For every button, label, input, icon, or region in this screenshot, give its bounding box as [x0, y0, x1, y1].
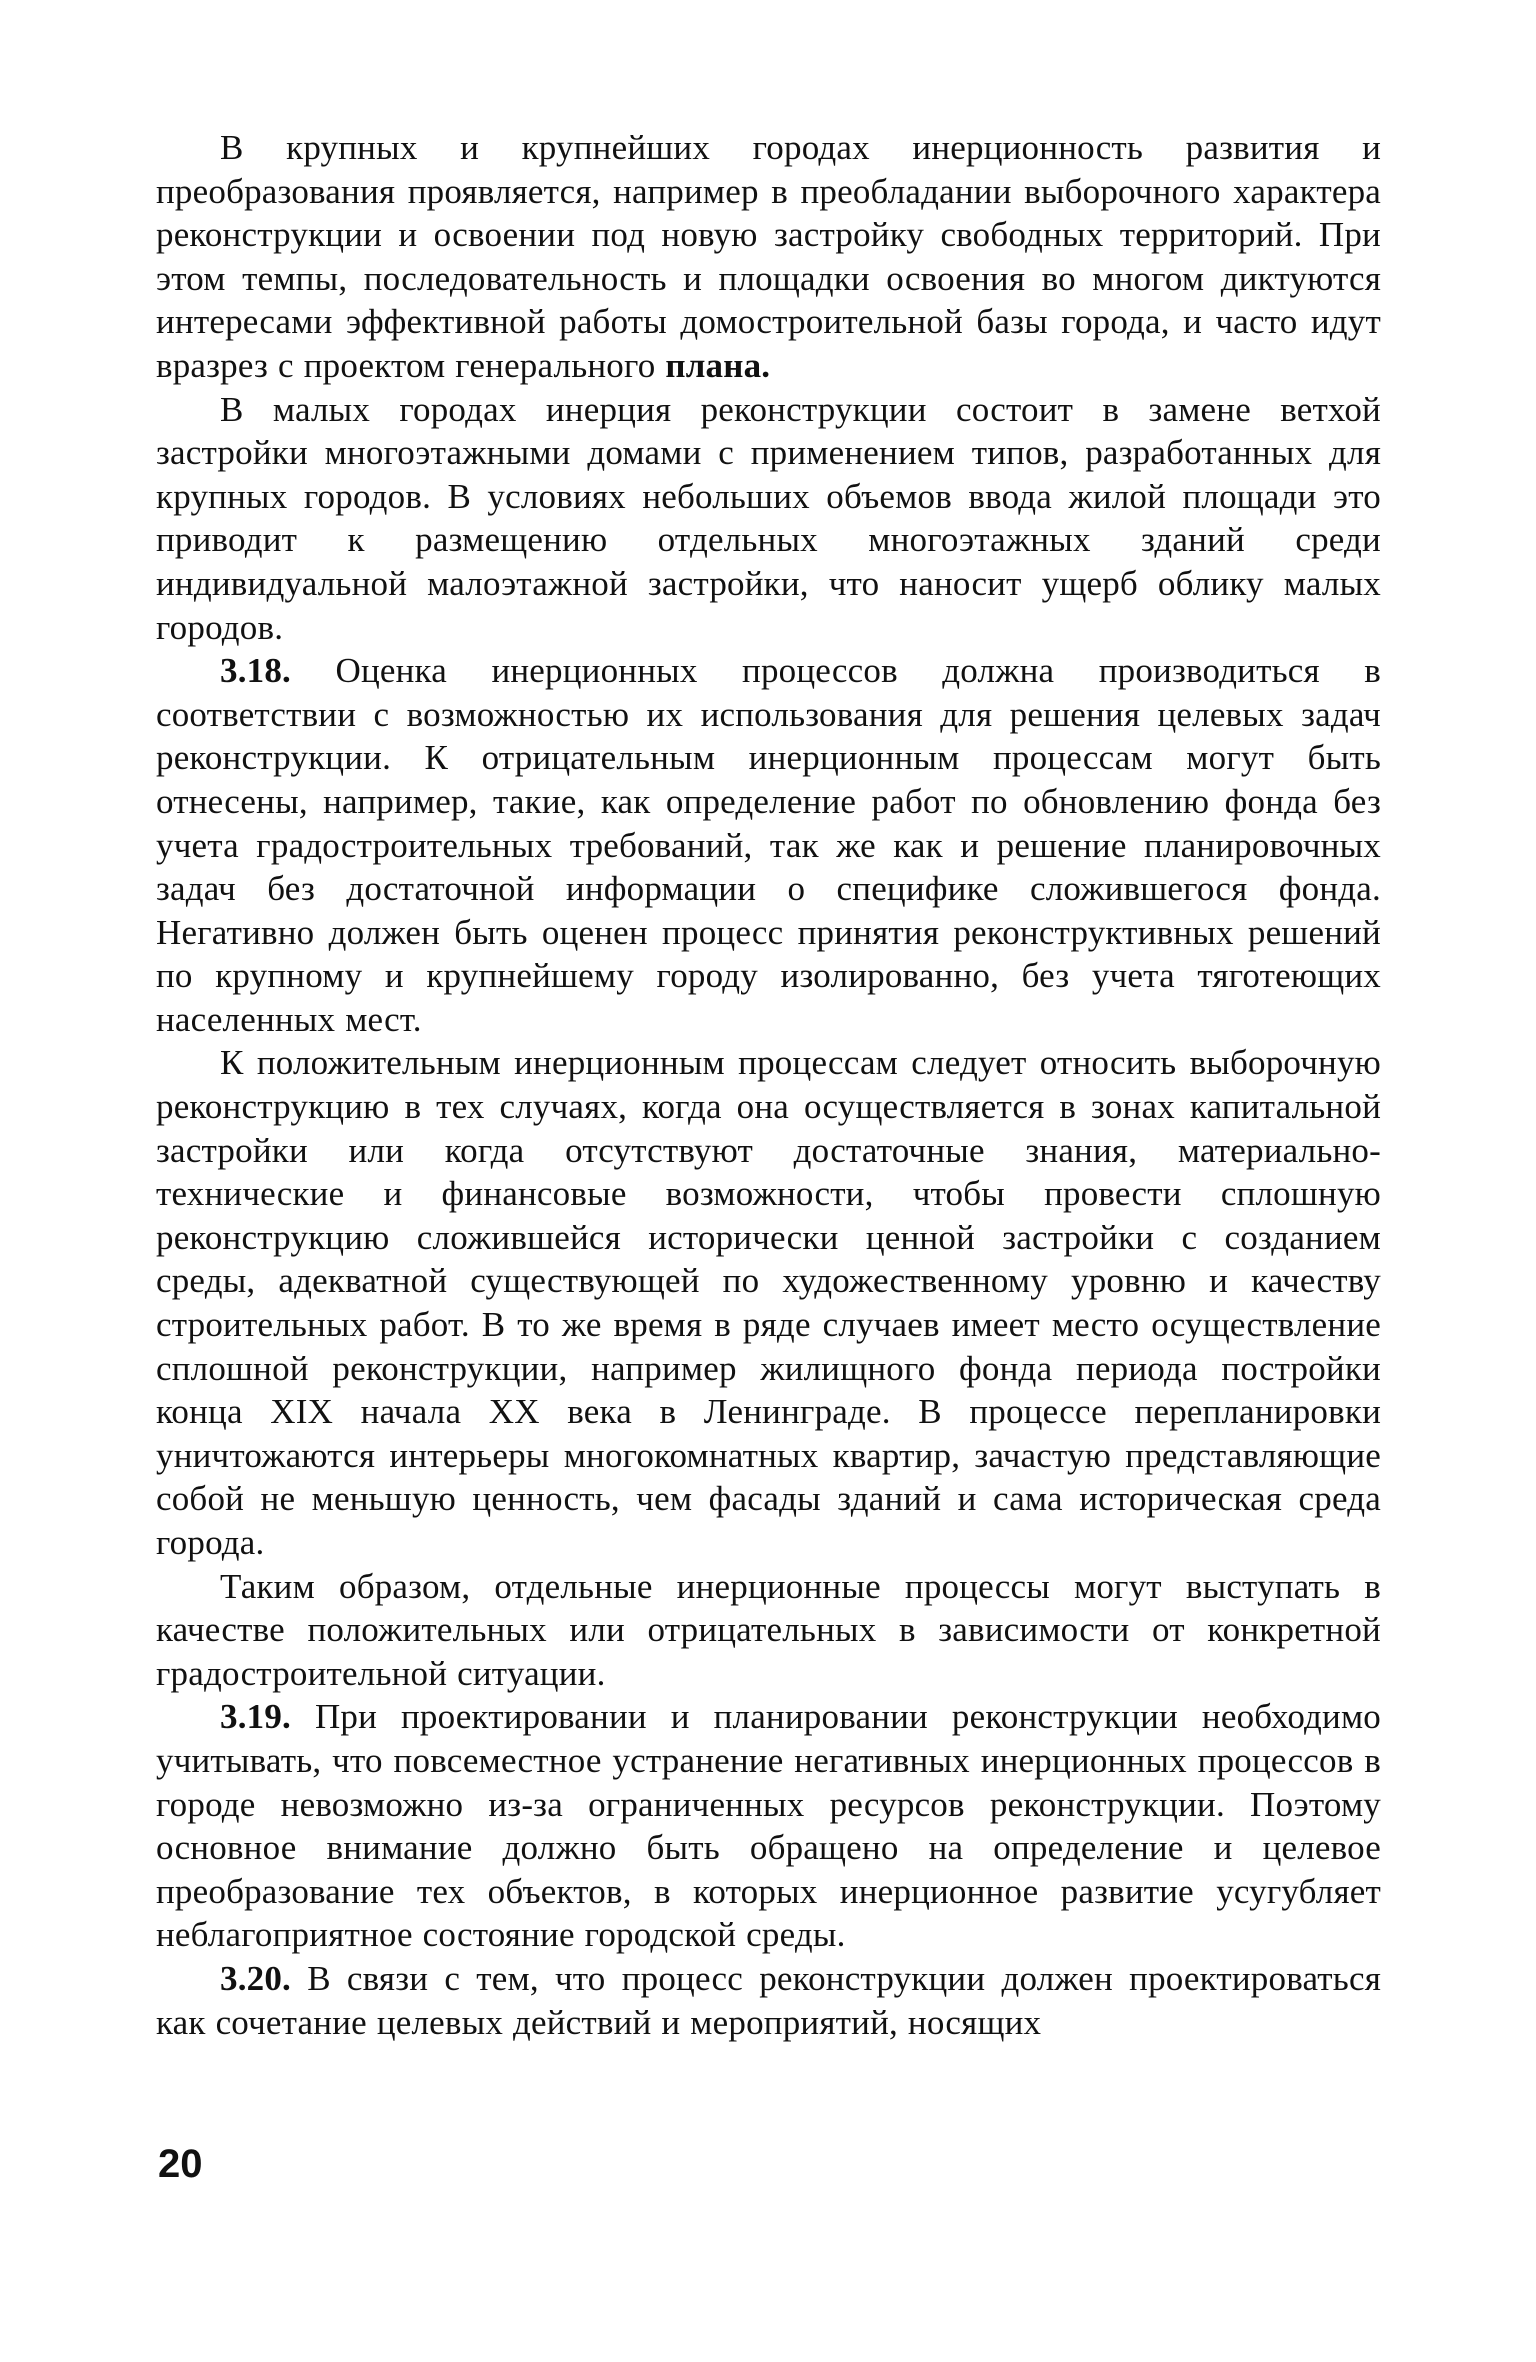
paragraph-conclusion — [156, 1565, 1381, 1696]
paragraph-text: Таким образом, отдельные инерционные процессы могут выступать в качестве положительных или отрицательных в зависимости от конкретной градостроительной ситуации. — [156, 1566, 1381, 1693]
paragraph-tail-bold: плана. — [665, 345, 771, 385]
paragraph-text: В крупных и крупнейших городах инерционность развития и преобразования проявляется, например в преобладании выборочного характера реконструкции и освоении под новую застройку свободных территорий. При этом темпы, последовательность и площадки освоения во многом диктуются интересами эффективной работы домостроительной базы города, и часто идут вразрез с проектом генерального — [156, 128, 1381, 385]
page-number: 20 — [158, 2142, 203, 2186]
paragraph-text: Оценка инерционных процессов должна производиться в соответствии с возможностью их использования для решения целевых задач реконструкции. К отрицательным инерционным процессам могут быть отнесены, например, такие, как определение работ по обновлению фонда без учета градостроительных требований, так же как и решение планировочных задач без достаточной информации о специфике сложившегося фонда. Негативно должен быть оценен процесс принятия реконструктивных решений по крупному и крупнейшему городу изолированно, без учета тяготеющих населенных мест. — [156, 651, 1382, 1039]
section-number: 3.20. — [220, 1958, 291, 1998]
paragraph-3-19 — [156, 1695, 1381, 1957]
paragraph-positive-processes — [156, 1041, 1381, 1564]
section-number: 3.19. — [220, 1697, 291, 1737]
body-text — [156, 126, 1381, 2044]
paragraph-text: При проектировании и планировании реконструкции необходимо учитывать, что повсеместное устранение негативных инерционных процессов в городе невозможно из-за ограниченных ресурсов реконструкции. Поэтому основное внимание должно быть обращено на определение и целевое преобразование тех объектов, в которых инерционное развитие усугубляет неблагоприятное состояние городской среды. — [156, 1697, 1381, 1955]
paragraph-3-20 — [156, 1957, 1381, 2044]
paragraph-text: В связи с тем, что процесс реконструкции должен проектироваться как сочетание целевых действий и мероприятий, носящих — [156, 1958, 1381, 2042]
paragraph-text: В малых городах инерция реконструкции состоит в замене ветхой застройки многоэтажными домами с применением типов, разработанных для крупных городов. В условиях небольших объемов ввода жилой площади это приводит к размещению отдельных многоэтажных зданий среди индивидуальной малоэтажной застройки, что наносит ущерб облику малых городов. — [156, 389, 1381, 647]
paragraph-3-18 — [156, 649, 1381, 1041]
paragraph-small-cities — [156, 388, 1381, 650]
paragraph-large-cities — [156, 126, 1381, 388]
paragraph-text: К положительным инерционным процессам следует относить выборочную реконструкцию в тех случаях, когда она осуществляется в зонах капитальной застройки или когда отсутствуют достаточные знания, материально-технические и финансовые возможности, чтобы провести сплошную реконструкцию сложившейся исторически ценной застройки с созданием среды, адекватной существующей по художественному уровню и качеству строительных работ. В то же время в ряде случаев имеет место осуществление сплошной реконструкции, например жилищного фонда периода постройки конца XIX начала XX века в Ленинграде. В процессе перепланировки уничтожаются интерьеры многокомнатных квартир, зачастую представляющие собой не меньшую ценность, чем фасады зданий и сама историческая среда города. — [156, 1043, 1381, 1562]
section-number: 3.18. — [220, 651, 291, 691]
